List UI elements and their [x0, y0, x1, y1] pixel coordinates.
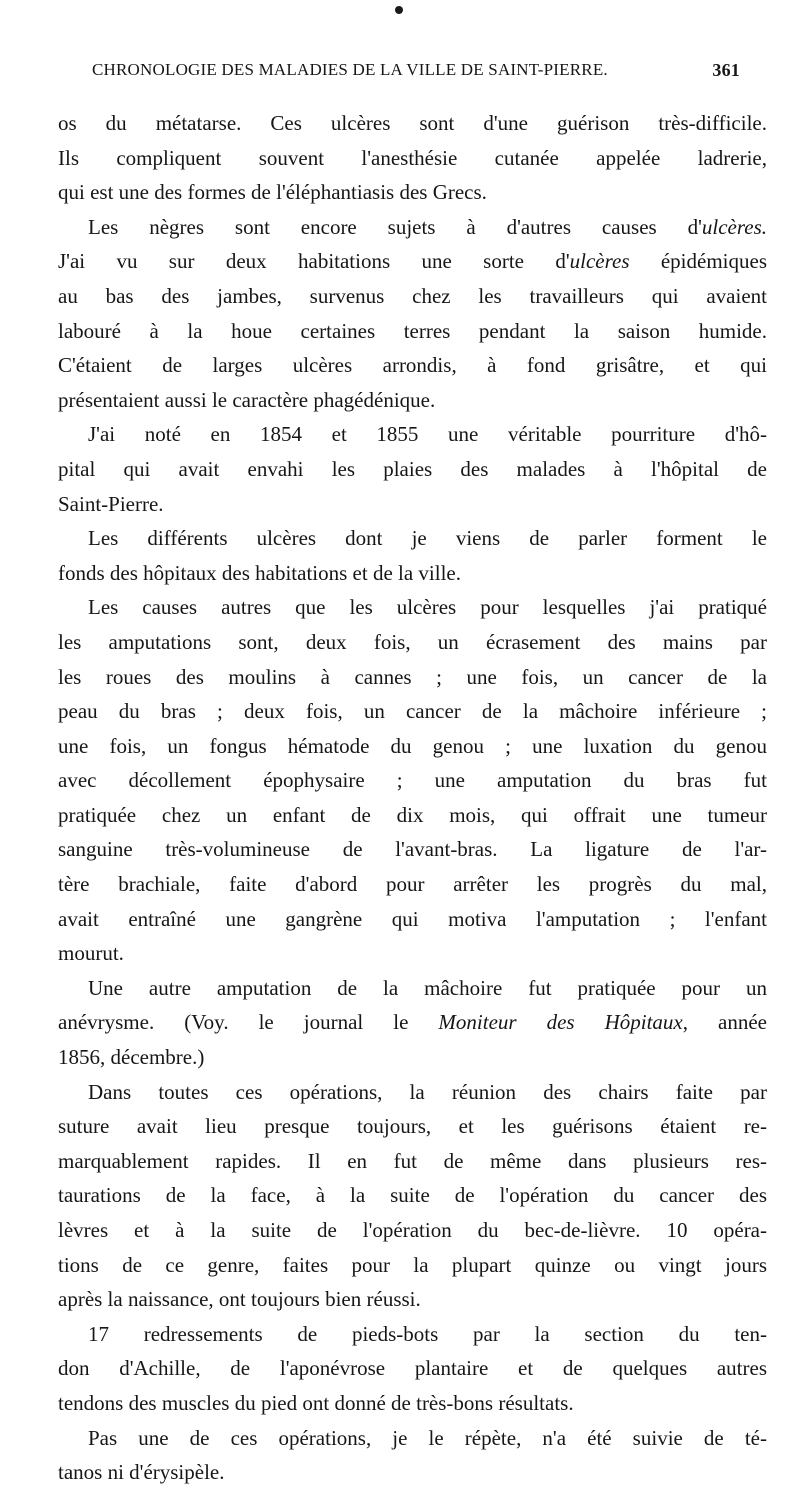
text-line: après la naissance, ont toujours bien réussi.: [58, 1287, 421, 1312]
text-line: avec décollement épophysaire ; une amputation du bras fut: [58, 768, 767, 793]
text-line: fonds des hôpitaux des habitations et de la ville.: [58, 560, 461, 585]
page-number: 361: [712, 60, 740, 80]
text-line: [58, 210, 767, 245]
text-line: tions de ce genre, faites pour la plupart quinze ou vingt jours: [58, 1252, 767, 1277]
text-line: Les différents ulcères dont je viens de parler forment le: [88, 526, 767, 551]
text-line: Ils compliquent souvent l'anesthésie cutanée appelée ladrerie,: [58, 145, 767, 170]
text-line: qui est une des formes de l'éléphantiasis des Grecs.: [58, 180, 487, 205]
italic-term: ulcères: [569, 249, 630, 274]
running-header: [92, 60, 740, 90]
text-line: sanguine très-volumineuse de l'avant-bras. La ligature de l'ar-: [58, 837, 767, 862]
text-line: marquablement rapides. Il en fut de même dans plusieurs res-: [58, 1148, 767, 1173]
text-line: suture avait lieu presque toujours, et les guérisons étaient re-: [58, 1114, 767, 1139]
text-line: [58, 244, 767, 279]
text-line: 1856, décembre.): [58, 1045, 205, 1070]
text-run: , année: [682, 1010, 767, 1035]
text-run: J'ai vu sur deux habitations une sorte d': [58, 249, 570, 274]
text-line: don d'Achille, de l'aponévrose plantaire et de quelques autres: [58, 1356, 767, 1381]
text-line: pratiquée chez un enfant de dix mois, qui offrait une tumeur: [58, 802, 767, 827]
text-line: Les causes autres que les ulcères pour lesquelles j'ai pratiqué: [88, 595, 767, 620]
text-line: pital qui avait envahi les plaies des malades à l'hôpital de: [58, 456, 767, 481]
printer-mark-dot: [395, 6, 403, 14]
text-line: Pas une de ces opérations, je le répète, n'a été suivie de té-: [88, 1425, 767, 1450]
text-line: présentaient aussi le caractère phagédénique.: [58, 387, 436, 412]
body-text: [58, 106, 767, 1490]
text-line: peau du bras ; deux fois, un cancer de la mâchoire inférieure ;: [58, 699, 767, 724]
text-line: mourut.: [58, 941, 124, 966]
text-line: avait entraîné une gangrène qui motiva l'amputation ; l'enfant: [58, 906, 767, 931]
italic-term: ulcères.: [701, 214, 767, 239]
text-line: os du métatarse. Ces ulcères sont d'une guérison très-difficile.: [58, 111, 767, 135]
text-run: anévrysme. (Voy. le journal le: [58, 1010, 439, 1035]
text-line: les amputations sont, deux fois, un écrasement des mains par: [58, 629, 767, 654]
text-line: C'étaient de larges ulcères arrondis, à fond grisâtre, et qui: [58, 353, 767, 378]
text-line: 17 redressements de pieds-bots par la section du ten-: [88, 1321, 767, 1346]
text-line: labouré à la houe certaines terres pendant la saison humide.: [58, 318, 767, 343]
text-line: [58, 1005, 767, 1040]
text-line: tère brachiale, faite d'abord pour arrêter les progrès du mal,: [58, 872, 767, 897]
text-run: épidémiques: [629, 249, 767, 274]
text-line: les roues des moulins à cannes ; une fois, un cancer de la: [58, 664, 767, 689]
text-line: au bas des jambes, survenus chez les travailleurs qui avaient: [58, 283, 767, 308]
text-line: lèvres et à la suite de l'opération du bec-de-lièvre. 10 opéra-: [58, 1218, 767, 1242]
journal-title: Moniteur des Hôpitaux: [438, 1010, 683, 1035]
text-line: taurations de la face, à la suite de l'opération du cancer des: [58, 1183, 767, 1208]
text-line: tanos ni d'érysipèle.: [58, 1460, 225, 1485]
text-line: une fois, un fongus hématode du genou ; une luxation du genou: [58, 733, 767, 758]
text-line: J'ai noté en 1854 et 1855 une véritable pourriture d'hô-: [88, 422, 767, 447]
running-title: CHRONOLOGIE DES MALADIES DE LA VILLE DE SAINT-PIERRE.: [92, 60, 608, 79]
text-line: Saint-Pierre.: [58, 491, 164, 516]
text-run: Les nègres sont encore sujets à d'autres causes d': [88, 214, 702, 239]
text-line: tendons des muscles du pied ont donné de très-bons résultats.: [58, 1390, 574, 1415]
text-line: Une autre amputation de la mâchoire fut pratiquée pour un: [88, 975, 767, 1000]
text-line: Dans toutes ces opérations, la réunion des chairs faite par: [88, 1079, 767, 1104]
